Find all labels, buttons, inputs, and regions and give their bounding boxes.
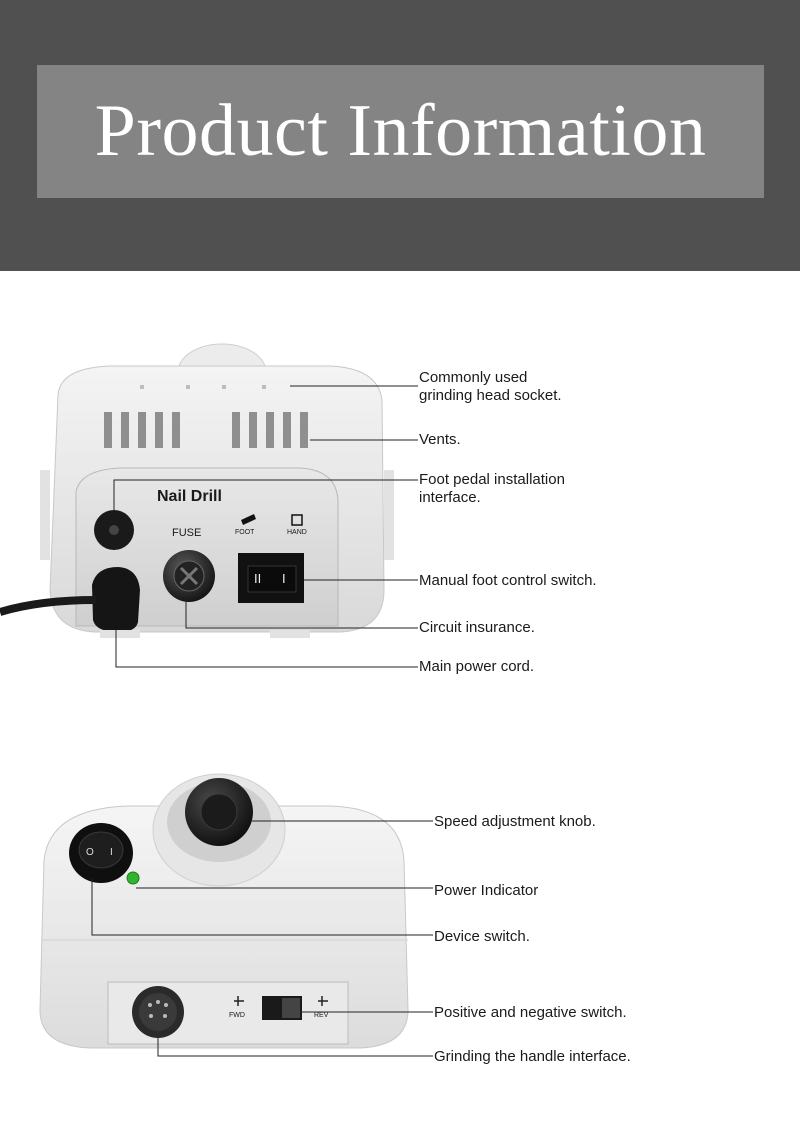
- device-front-illustration: [0, 760, 800, 1080]
- callout-speed-knob: Speed adjustment knob.: [434, 813, 596, 830]
- power-led: [127, 872, 139, 884]
- callout-grinding-head-socket: Commonly used grinding head socket.: [419, 369, 562, 404]
- device-rear-illustration: [0, 330, 800, 700]
- foot-label: FOOT: [235, 529, 255, 536]
- callout-handle-interface: Grinding the handle interface.: [434, 1048, 631, 1065]
- panel-brand-label: Nail Drill: [157, 488, 222, 505]
- device-front-figure: [0, 760, 800, 1080]
- callout-main-power-cord: Main power cord.: [419, 658, 535, 675]
- fuse-label: FUSE: [172, 527, 202, 539]
- header-banner: [0, 0, 800, 271]
- callout-device-switch: Device switch.: [434, 928, 530, 945]
- fwd-label: FWD: [229, 1012, 245, 1019]
- callout-power-indicator: Power Indicator: [434, 882, 539, 899]
- callout-circuit-insurance: Circuit insurance.: [419, 619, 535, 636]
- switch-position-ii: II: [254, 571, 262, 586]
- switch-position-i: I: [282, 571, 286, 586]
- hand-label: HAND: [287, 529, 307, 536]
- rev-label: REV: [314, 1012, 329, 1019]
- page-title: Product Information: [94, 90, 707, 172]
- callout-foot-control-switch: Manual foot control switch.: [419, 572, 597, 589]
- callout-direction-switch: Positive and negative switch.: [434, 1004, 627, 1021]
- power-plug: [92, 567, 140, 632]
- callout-vents: Vents.: [419, 431, 461, 448]
- device-rear-figure: [0, 330, 800, 700]
- rocker-on-mark: I: [110, 847, 113, 858]
- rocker-off-mark: O: [86, 847, 94, 858]
- title-box: [37, 65, 764, 198]
- callout-foot-pedal-interface: Foot pedal installation interface.: [419, 471, 565, 506]
